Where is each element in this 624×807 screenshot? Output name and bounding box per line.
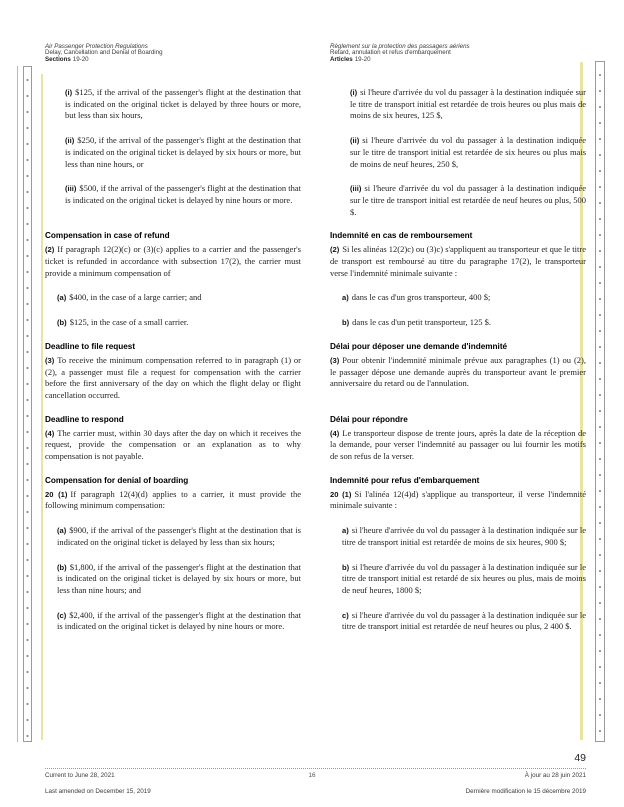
item-text: $500, if the arrival of the passenger's flight at the destination that is indicated on the original ticket is delayed by nine hours or more.: [65, 183, 301, 205]
header-section-range-fr: 19-20: [354, 55, 371, 63]
item-marker: (ii): [350, 136, 360, 146]
item-text: si l'heure d'arrivée du vol du passager à la destination indiquée sur le titre de transport initial est retardée de moins de six heures, 900 $;: [342, 525, 586, 547]
header-subtitle-en: Delay, Cancellation and Denial of Boarding: [45, 49, 163, 57]
running-header: [45, 44, 586, 63]
header-section-label-fr: Articles: [330, 55, 353, 63]
para-marker: 20 (1): [330, 489, 352, 499]
header-subtitle-fr: Retard, annulation et refus d'embarquement: [330, 49, 451, 57]
para-marker: (2): [330, 245, 340, 255]
para-text: Si les alinéas 12(2)c) ou (3)c) s'appliquent au transporteur et que le titre de transport est remboursé au titre du paragraphe 17(2), le transporteur verse l'indemnité minimale suivante :: [330, 244, 586, 278]
item-marker: (iii): [65, 184, 77, 194]
paragraph: [45, 355, 301, 402]
item-marker: a): [342, 293, 349, 303]
item-text: $1,800, if the arrival of the passenger's flight at the destination that is indicated on the original ticket is delayed by six hours or more, but less than nine hours; and: [57, 561, 301, 595]
item-text: $900, if the arrival of the passenger's flight at the destination that is indicated on the original ticket is delayed by less than six hours;: [57, 525, 301, 547]
list-item: [57, 610, 301, 633]
list-item: [350, 183, 586, 218]
item-marker: (a): [57, 526, 67, 536]
header-sections-fr: [330, 57, 586, 63]
para-marker: (4): [330, 428, 340, 438]
left-scan-edge-line: [17, 66, 18, 742]
list-item: [342, 610, 586, 633]
item-text: dans le cas d'un gros transporteur, 400 $;: [351, 292, 491, 303]
list-item: [65, 87, 301, 122]
para-text: Pour obtenir l'indemnité minimale prévue aux paragraphes (1) ou (2), le passager dépose une demande auprès du transporteur avant le premier anniversaire du retard ou de l'annulation.: [330, 354, 586, 389]
section-heading-fr: Délai pour répondre: [330, 414, 408, 424]
header-title-fr: Règlement sur la protection des passagers aériens: [330, 43, 470, 50]
paragraph: [45, 244, 301, 279]
para-text: Le transporteur dispose de trente jours, après la date de la réception de la demande, pour verser l'indemnité au passager ou lui fournir les motifs de son refus de la verser.: [330, 427, 586, 462]
item-marker: (iii): [350, 184, 362, 194]
list-item: [342, 562, 586, 597]
para-text: Si l'alinéa 12(4)d) s'applique au transporteur, il verse l'indemnité minimale suivante :: [330, 488, 587, 511]
item-text: dans le cas d'un petit transporteur, 125 $.: [352, 317, 491, 328]
item-text: $125, in the case of a small carrier.: [69, 317, 189, 328]
paragraph: [45, 489, 301, 512]
para-marker: (4): [45, 428, 55, 438]
item-marker: (b): [57, 318, 67, 328]
list-item: [57, 292, 301, 304]
paragraph: [330, 489, 586, 512]
list-item: [342, 525, 586, 548]
para-text: If paragraph 12(2)(c) or (3)(c) applies to a carrier and the passenger's ticket is refunded in accordance with subsection 17(2), the carrier must provide a minimum compensation of: [45, 244, 301, 278]
list-item: [65, 135, 301, 170]
list-item: [57, 562, 301, 597]
subitems-row: [45, 87, 586, 231]
item-text: si l'heure d'arrivée du vol du passager à la destination indiquée sur le titre de transport initial est retardée de trois heures ou plus mais de moins de six heures, 125 $,: [350, 87, 586, 121]
list-item: [342, 317, 586, 329]
paragraph: [45, 428, 301, 463]
item-marker: (i): [350, 88, 358, 97]
heading-row-deadline-file: [45, 342, 586, 355]
item-marker: a): [342, 526, 349, 536]
item-marker: b): [342, 318, 350, 328]
item-marker: (ii): [65, 136, 75, 146]
para-marker: (3): [45, 355, 55, 365]
item-marker: b): [342, 562, 350, 572]
paragraph: [330, 428, 586, 463]
header-en: [45, 44, 301, 63]
column-en: [45, 87, 301, 231]
paragraph: [330, 244, 586, 279]
list-item: [65, 183, 301, 206]
item-text: $250, if the arrival of the passenger's flight at the destination that is indicated on the original ticket is delayed by six hours or more, but less than nine hours, or: [65, 135, 301, 169]
header-fr: [330, 44, 586, 63]
para-4-row: [45, 428, 586, 476]
footer-rule: [45, 768, 586, 769]
para-marker: (3): [330, 355, 340, 365]
footer-a-jour: À jour au 28 juin 2021: [524, 772, 586, 779]
heading-row-deadline-respond: [45, 415, 586, 428]
list-item: [57, 317, 301, 329]
section-heading-en: Compensation in case of refund: [45, 231, 170, 241]
para-3-row: [45, 355, 586, 415]
section-heading-en: Deadline to file request: [45, 341, 136, 351]
item-text: si l'heure d'arrivée du vol du passager à la destination indiquée sur le titre de transport initial est retardé de six heures ou plus, mais de moins de neuf heures, 1800 $;: [342, 561, 586, 595]
paragraph: [330, 355, 586, 390]
document-body: [45, 87, 586, 646]
item-text: si l'heure d'arrivée du vol du passager à la destination indiquée sur le titre de transport initial est retardée de neuf heures ou plus, 500 $.: [350, 183, 586, 217]
list-item: [342, 292, 586, 304]
item-marker: (c): [57, 610, 67, 620]
list-item: [350, 135, 586, 170]
header-title-en: Air Passenger Protection Regulations: [45, 43, 148, 50]
footer-last-amended: Last amended on December 15, 2019: [45, 788, 151, 795]
item-text: $2,400, if the arrival of the passenger's flight at the destination that is indicated on the original ticket is delayed by nine hours or more.: [57, 609, 301, 632]
item-marker: (b): [57, 562, 67, 572]
item-text: si l'heure d'arrivée du vol du passager à la destination indiquée sur le titre de transport initial est retardée de neuf heures ou plus, 2 400 $.: [342, 609, 586, 632]
left-binding-strip: [23, 66, 32, 742]
list-item: [57, 525, 301, 548]
footer-current-to: Current to June 28, 2021: [45, 772, 115, 779]
para-text: If paragraph 12(4)(d) applies to a carrier, it must provide the following minimum compensation:: [45, 488, 302, 511]
item-marker: (i): [65, 88, 73, 97]
header-section-range-en: 19-20: [72, 55, 89, 63]
list-item: [350, 87, 586, 122]
column-fr: [330, 87, 586, 231]
left-edge-highlight: [41, 74, 43, 740]
heading-row-refund: [45, 231, 586, 244]
footer-sheet-number: 16: [308, 772, 316, 779]
para-text: To receive the minimum compensation referred to in paragraph (1) or (2), a passenger must file a request for compensation with the carrier before the first anniversary of the day on which the flight delay or flight cancellation occurred.: [45, 354, 301, 400]
section-heading-fr: Indemnité pour refus d'embarquement: [330, 475, 480, 485]
footer-derniere-modification: Dernière modification le 15 décembre 2019: [465, 788, 586, 795]
section-heading-fr: Délai pour déposer une demande d'indemnité: [330, 341, 508, 351]
page-number: 49: [574, 752, 586, 764]
para-20-1-row: [45, 489, 586, 646]
para-2-row: [45, 244, 586, 342]
para-text: The carrier must, within 30 days after the day on which it receives the request, provide the compensation or an explanation as to why compensation is not payable.: [45, 427, 301, 462]
section-heading-en: Compensation for denial of boarding: [45, 475, 189, 485]
para-marker: 20 (1): [45, 489, 68, 499]
item-text: $400, in the case of a large carrier; and: [69, 292, 202, 303]
item-text: $125, if the arrival of the passenger's flight at the destination that is indicated on the original ticket is delayed by three hours or more, but less than six hours,: [65, 87, 301, 121]
section-heading-en: Deadline to respond: [45, 414, 124, 424]
header-sections-en: [45, 57, 301, 63]
item-marker: (a): [57, 293, 67, 303]
heading-row-denial: [45, 476, 586, 489]
section-heading-fr: Indemnité en cas de remboursement: [330, 231, 473, 241]
right-binding-strip: [595, 61, 605, 742]
item-text: si l'heure d'arrivée du vol du passager à la destination indiquée sur le titre de transport initial est retardée de six heures ou plus mais de moins de neuf heures, 250 $,: [350, 135, 586, 169]
para-marker: (2): [45, 245, 55, 255]
item-marker: c): [342, 610, 349, 620]
header-section-label-en: Sections: [45, 55, 71, 63]
